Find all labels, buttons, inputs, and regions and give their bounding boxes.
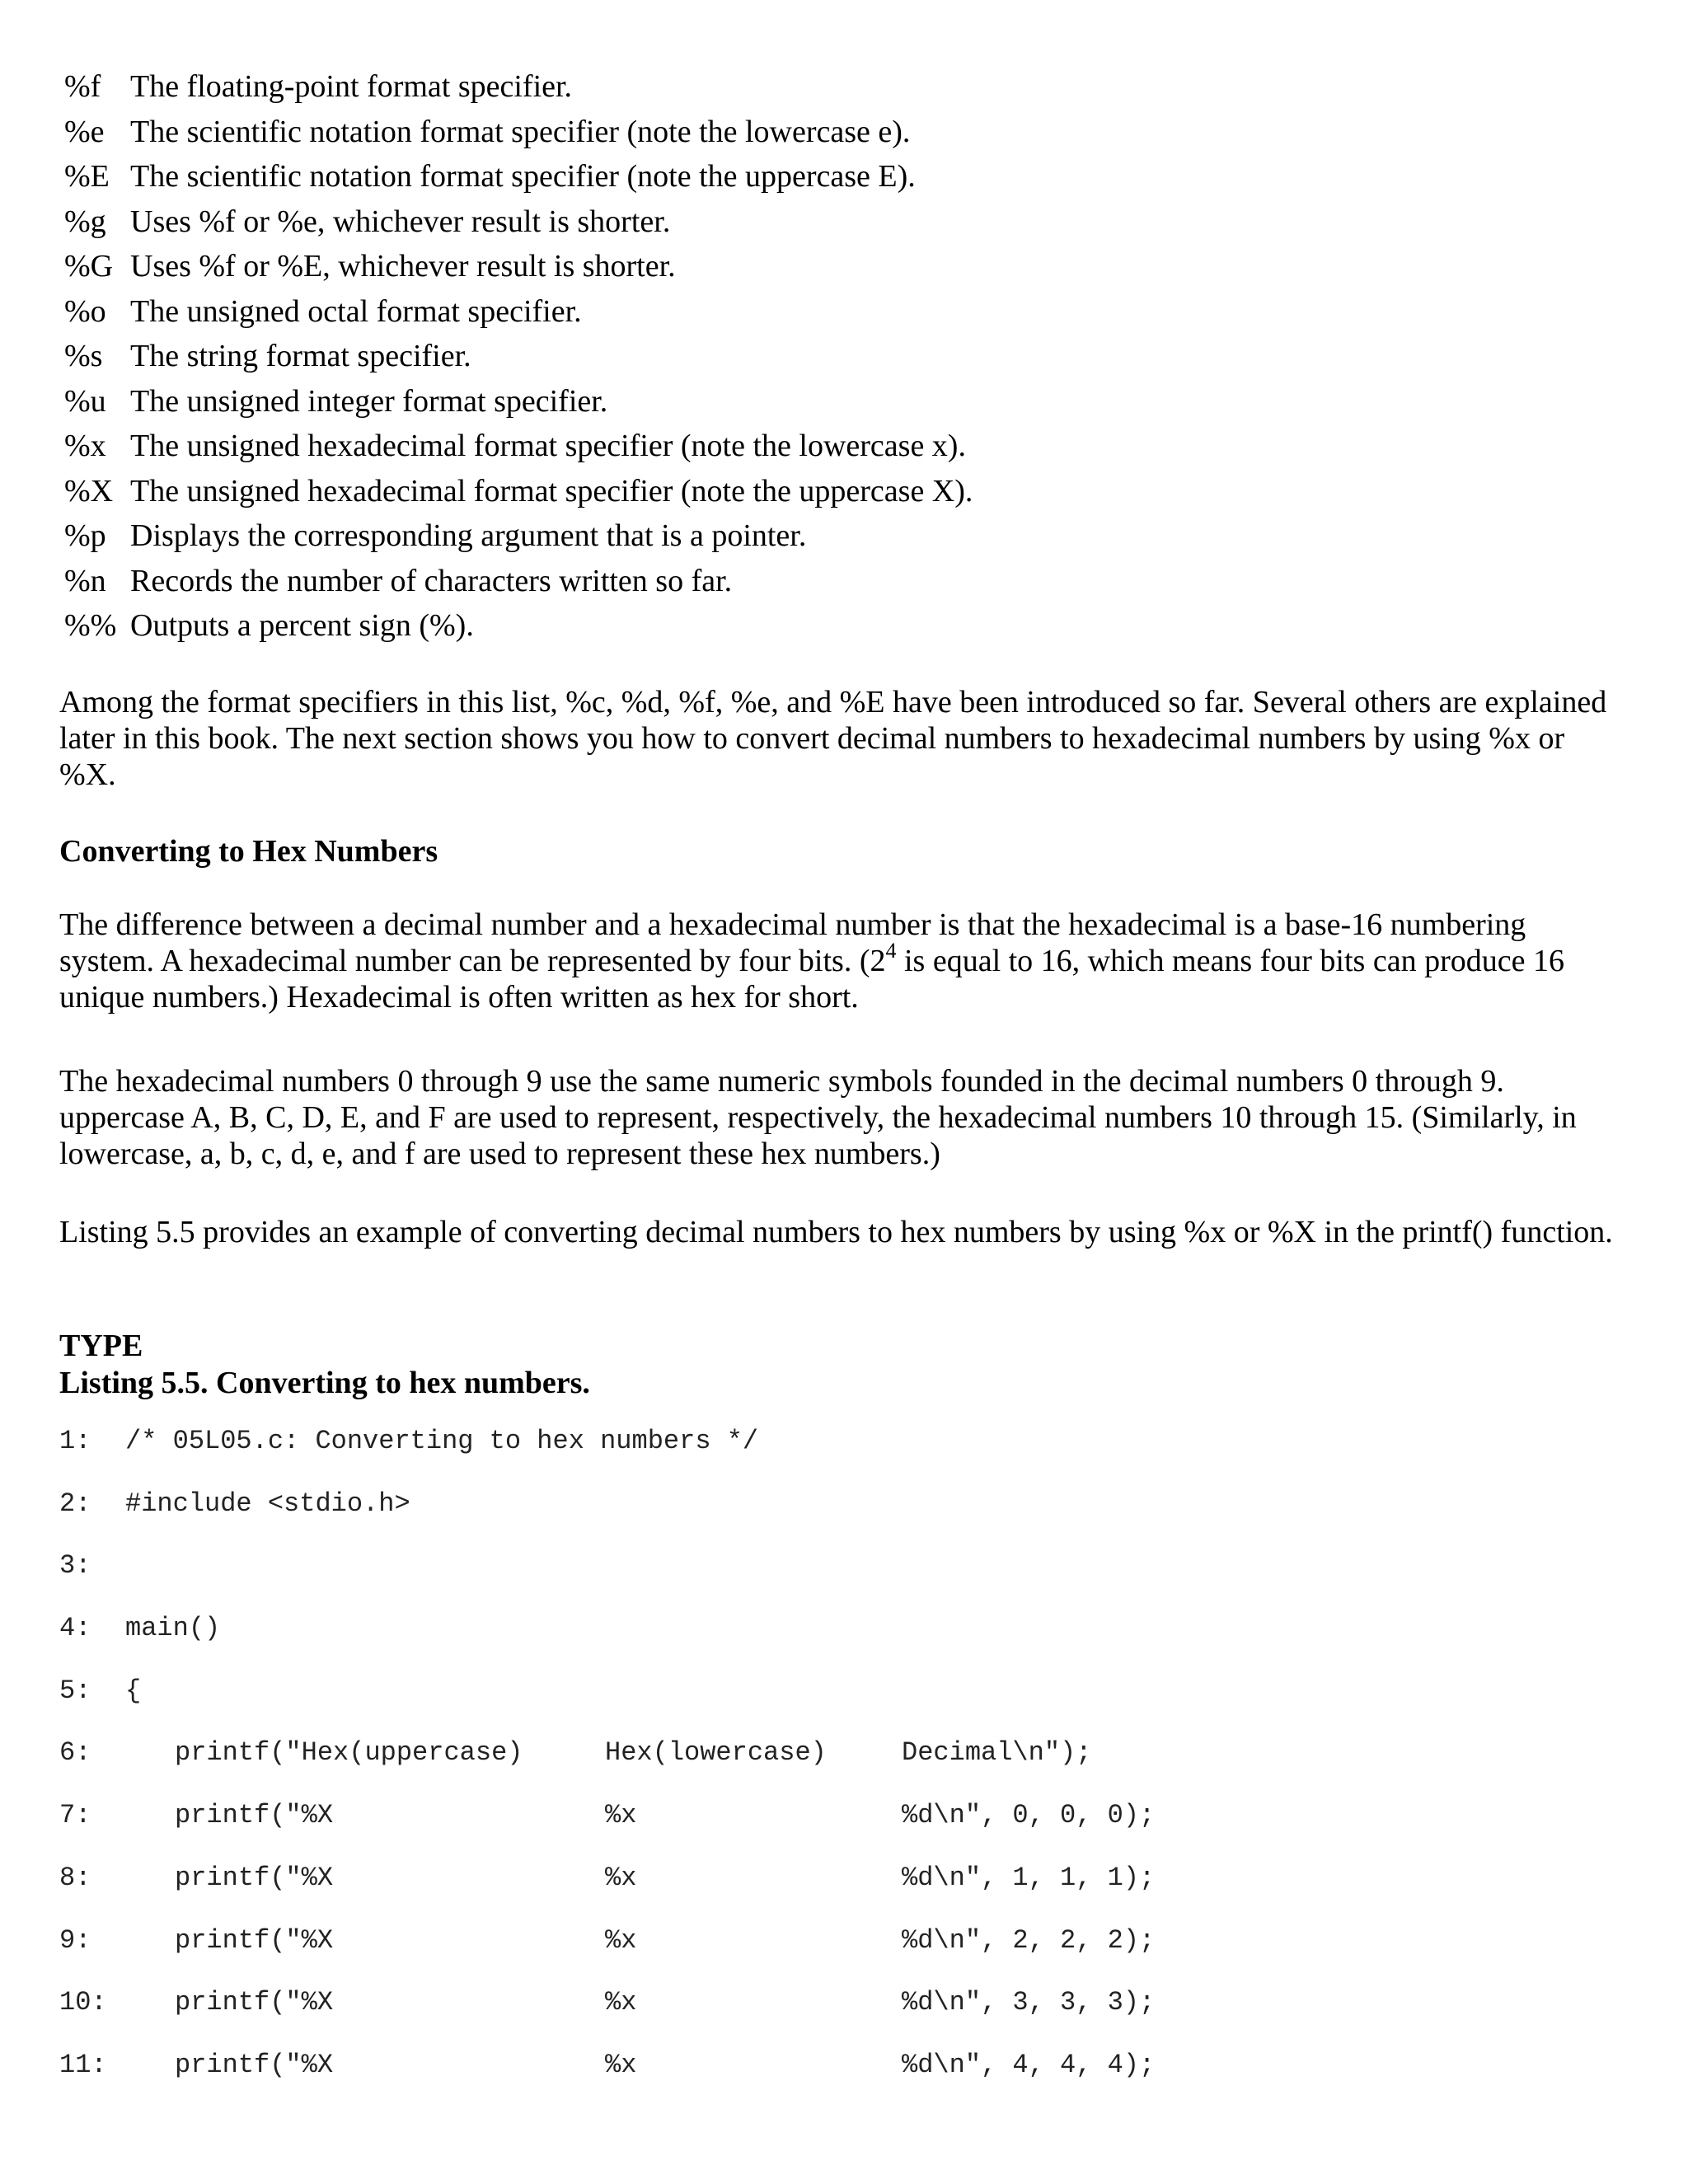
specifier-code: %g xyxy=(64,204,106,239)
specifier-description: The unsigned integer format specifier. xyxy=(130,383,608,419)
specifier-code: %G xyxy=(64,249,114,284)
hex-explanation-paragraph xyxy=(59,907,1625,1015)
list-item xyxy=(64,154,973,199)
line-number: 5: xyxy=(59,1675,91,1706)
list-item xyxy=(64,379,973,424)
code-text: /* 05L05.c: Converting to hex numbers */ xyxy=(125,1426,759,1456)
line-number: 9: xyxy=(59,1924,91,1956)
code-text: #include <stdio.h> xyxy=(125,1488,410,1519)
code-text: Decimal\n"); xyxy=(902,1737,1092,1769)
code-text: %d\n", 0, 0, 0); xyxy=(902,1800,1156,1831)
code-text: printf("%X xyxy=(175,1987,334,2018)
line-number: 3: xyxy=(59,1550,91,1582)
specifier-description: Outputs a percent sign (%). xyxy=(130,608,474,643)
code-text: %x xyxy=(605,1924,637,1956)
specifier-description: The scientific notation format specifier (note the uppercase E). xyxy=(130,159,916,194)
listing-intro-paragraph: Listing 5.5 provides an example of converting decimal numbers to hex numbers by using %x or %X in the printf() function. xyxy=(59,1215,1613,1249)
listing-title: Listing 5.5. Converting to hex numbers. xyxy=(59,1366,590,1400)
specifier-description: The unsigned hexadecimal format specifier (note the uppercase X). xyxy=(130,473,973,509)
code-text: %d\n", 3, 3, 3); xyxy=(902,1987,1156,2018)
list-item xyxy=(64,64,973,110)
specifier-description: The scientific notation format specifier (note the lowercase e). xyxy=(130,114,911,149)
line-number: 10: xyxy=(59,1987,107,2018)
specifier-code: %p xyxy=(64,518,106,553)
code-text: printf("%X xyxy=(175,2049,334,2080)
specifier-code: %x xyxy=(64,429,106,463)
specifier-code: %e xyxy=(64,114,105,149)
code-text: %d\n", 1, 1, 1); xyxy=(902,1862,1156,1893)
line-number: 2: xyxy=(59,1488,91,1519)
line-number: 8: xyxy=(59,1862,91,1893)
specifier-description: Records the number of characters written so far. xyxy=(130,563,733,598)
code-text: Hex(lowercase) xyxy=(605,1737,827,1769)
specifier-description: The floating-point format specifier. xyxy=(130,69,573,104)
code-text: %x xyxy=(605,1987,637,2018)
list-item xyxy=(64,244,973,289)
list-item xyxy=(64,334,973,379)
paragraph-text: The difference between a decimal number and a hexadecimal number is that the hexadecimal is a base-16 numbering system. A hexadecimal number can be represented by four bits. (2 xyxy=(59,907,1526,978)
code-text: printf("%X xyxy=(175,1800,334,1831)
line-number: 4: xyxy=(59,1613,91,1644)
code-text: { xyxy=(125,1675,142,1706)
specifier-code: %s xyxy=(64,339,103,373)
specifier-description: The string format specifier. xyxy=(130,339,471,373)
code-text: %x xyxy=(605,1862,637,1893)
specifier-description: Uses %f or %e, whichever result is shorter. xyxy=(130,204,671,239)
specifier-description: Displays the corresponding argument that is a pointer. xyxy=(130,518,807,553)
code-text: printf("Hex(uppercase) xyxy=(175,1737,523,1769)
list-item xyxy=(64,559,973,604)
line-number: 11: xyxy=(59,2049,107,2080)
list-item xyxy=(64,110,973,155)
code-text: %x xyxy=(605,2049,637,2080)
paragraph-text: is equal to 16, which means four bits can produce 16 unique numbers.) Hexadecimal is often written as hex for short. xyxy=(59,944,1564,1015)
specifier-code: %f xyxy=(64,69,101,104)
specifier-description: The unsigned octal format specifier. xyxy=(130,293,582,329)
intro-paragraph: Among the format specifiers in this list, %c, %d, %f, %e, and %E have been introduced so far. Several others are explained later in this book. The next section shows you how to convert decimal numbers to hexadecimal numbers by using %x or %X. xyxy=(59,685,1607,792)
specifier-code: %n xyxy=(64,563,106,598)
section-heading: Converting to Hex Numbers xyxy=(59,834,438,869)
list-item xyxy=(64,469,973,514)
code-text: %x xyxy=(605,1800,637,1831)
superscript-exponent: 4 xyxy=(885,939,897,963)
specifier-code: %E xyxy=(64,159,110,194)
code-text: %d\n", 2, 2, 2); xyxy=(902,1924,1156,1956)
code-text: main() xyxy=(125,1613,221,1644)
type-label: TYPE xyxy=(59,1329,143,1363)
specifier-code: %u xyxy=(64,383,106,419)
line-number: 6: xyxy=(59,1737,91,1769)
code-text: %d\n", 4, 4, 4); xyxy=(902,2049,1156,2080)
specifier-code: %o xyxy=(64,293,106,329)
list-item xyxy=(64,424,973,469)
code-text: printf("%X xyxy=(175,1862,334,1893)
specifier-code: %X xyxy=(64,473,114,509)
specifier-code: %% xyxy=(64,608,117,643)
specifier-description: The unsigned hexadecimal format specifier (note the lowercase x). xyxy=(130,429,966,463)
line-number: 1: xyxy=(59,1426,91,1456)
format-specifier-list xyxy=(64,64,973,649)
hex-symbols-paragraph: The hexadecimal numbers 0 through 9 use the same numeric symbols founded in the decimal numbers 0 through 9. uppercase A, B, C, D, E, and F are used to represent, respectively, the hexadecimal numbers 10 through 15. (Similarly, in lowercase, a, b, c, d, e, and f are used to represent these hex numbers.) xyxy=(59,1064,1577,1171)
list-item xyxy=(64,199,973,245)
specifier-description: Uses %f or %E, whichever result is shorter. xyxy=(130,249,676,284)
line-number: 7: xyxy=(59,1800,91,1831)
list-item xyxy=(64,289,973,335)
list-item xyxy=(64,513,973,559)
list-item xyxy=(64,603,973,649)
code-text: printf("%X xyxy=(175,1924,334,1956)
